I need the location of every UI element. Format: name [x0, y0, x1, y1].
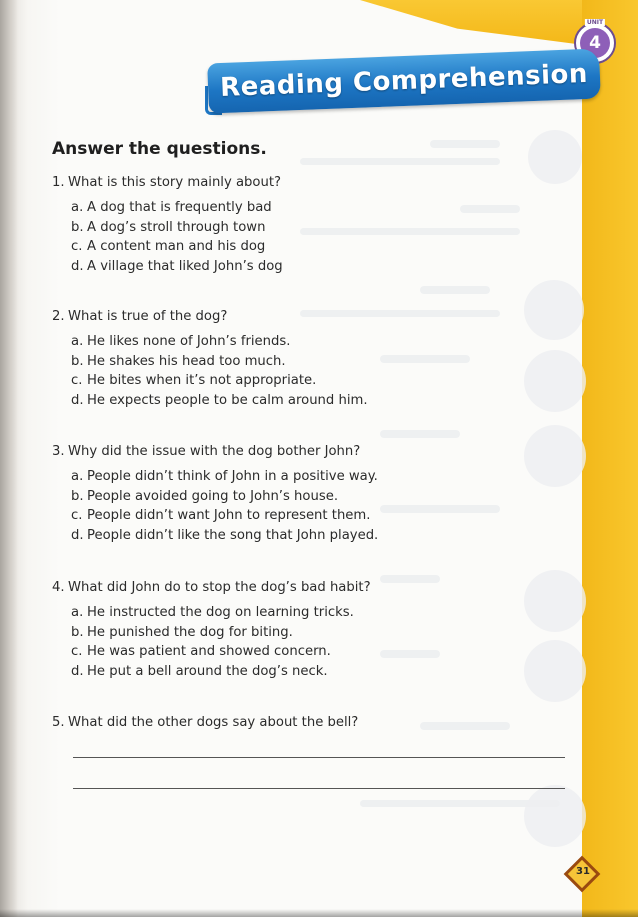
option-list — [71, 332, 368, 410]
option-letter: c. — [71, 508, 83, 524]
option-text: He punished the dog for biting. — [87, 624, 293, 640]
page-bottom-shadow — [0, 909, 638, 917]
option-item[interactable] — [71, 623, 371, 642]
option-text: He instructed the dog on learning tricks. — [87, 605, 354, 621]
page-title: Reading Comprehension — [219, 58, 589, 104]
bleed-through-mark — [380, 650, 440, 658]
question-4 — [52, 578, 371, 681]
option-item[interactable] — [71, 352, 368, 371]
option-item[interactable] — [71, 332, 368, 351]
option-text: He put a bell around the dog’s neck. — [87, 663, 328, 679]
bleed-through-mark — [380, 430, 460, 438]
option-letter: b. — [71, 624, 84, 640]
question-5 — [52, 713, 358, 732]
option-item[interactable] — [71, 257, 283, 276]
bleed-through-mark — [460, 205, 520, 213]
bleed-through-circle — [524, 570, 586, 632]
option-item[interactable] — [71, 487, 378, 506]
bleed-through-circle — [524, 640, 586, 702]
option-letter: b. — [71, 488, 84, 504]
option-item[interactable] — [71, 662, 371, 681]
option-letter: d. — [71, 258, 84, 274]
option-item[interactable] — [71, 391, 368, 410]
question-text: Why did the issue with the dog bother John? — [68, 444, 361, 459]
instructions-heading: Answer the questions. — [52, 139, 267, 159]
option-text: A dog that is frequently bad — [87, 200, 272, 216]
bleed-through-mark — [380, 355, 470, 363]
page-number: 31 — [576, 866, 590, 877]
bleed-through-circle — [524, 425, 586, 487]
option-letter: a. — [71, 334, 84, 350]
option-item[interactable] — [71, 467, 378, 486]
option-item[interactable] — [71, 371, 368, 390]
option-text: He likes none of John’s friends. — [87, 334, 291, 350]
option-text: He was patient and showed concern. — [87, 644, 331, 660]
question-number: 2. — [52, 309, 65, 324]
question-text: What is true of the dog? — [68, 309, 228, 324]
option-letter: a. — [71, 605, 84, 621]
option-letter: a. — [71, 200, 84, 216]
option-item[interactable] — [71, 506, 378, 525]
book-gutter-shadow — [0, 0, 18, 917]
option-text: He shakes his head too much. — [87, 353, 286, 369]
question-text: What did the other dogs say about the bell? — [68, 715, 359, 730]
question-number: 5. — [52, 715, 65, 730]
title-banner — [207, 48, 601, 113]
question-text: What did John do to stop the dog’s bad habit? — [68, 580, 371, 595]
option-item[interactable] — [71, 198, 283, 217]
option-text: He expects people to be calm around him. — [87, 392, 368, 408]
question-number: 1. — [52, 175, 65, 190]
option-letter: a. — [71, 469, 84, 485]
answer-line[interactable] — [73, 788, 565, 789]
option-letter: c. — [71, 644, 83, 660]
bleed-through-mark — [420, 722, 510, 730]
option-text: A dog’s stroll through town — [87, 219, 266, 235]
option-item[interactable] — [71, 603, 371, 622]
bleed-through-circle — [524, 280, 584, 340]
answer-line[interactable] — [73, 757, 565, 758]
unit-number: 4 — [589, 33, 601, 53]
option-letter: c. — [71, 373, 83, 389]
side-yellow-panel — [582, 0, 638, 917]
unit-label: UNIT — [586, 19, 604, 26]
option-letter: c. — [71, 239, 83, 255]
option-item[interactable] — [71, 526, 378, 545]
option-letter: b. — [71, 353, 84, 369]
bleed-through-mark — [300, 158, 500, 165]
option-text: People didn’t think of John in a positive way. — [87, 469, 378, 485]
question-1 — [52, 173, 283, 276]
question-text: What is this story mainly about? — [68, 175, 282, 190]
option-letter: d. — [71, 663, 84, 679]
option-text: People avoided going to John’s house. — [87, 488, 339, 504]
option-text: He bites when it’s not appropriate. — [87, 373, 317, 389]
option-text: People didn’t like the song that John played. — [87, 527, 379, 543]
option-text: People didn’t want John to represent them. — [87, 508, 371, 524]
option-item[interactable] — [71, 237, 283, 256]
page-number-badge — [565, 857, 601, 893]
bleed-through-mark — [300, 228, 520, 235]
option-list — [71, 603, 371, 681]
bleed-through-mark — [420, 286, 490, 294]
bleed-through-mark — [430, 140, 500, 148]
question-number: 3. — [52, 444, 65, 459]
question-2 — [52, 307, 368, 410]
bleed-through-circle — [524, 350, 586, 412]
option-item[interactable] — [71, 642, 371, 661]
option-letter: d. — [71, 392, 84, 408]
bleed-through-mark — [380, 575, 440, 583]
option-letter: d. — [71, 527, 84, 543]
option-text: A village that liked John’s dog — [87, 258, 283, 274]
option-text: A content man and his dog — [87, 239, 266, 255]
question-number: 4. — [52, 580, 65, 595]
option-letter: b. — [71, 219, 84, 235]
bleed-through-mark — [380, 505, 500, 513]
bleed-through-circle — [524, 785, 586, 847]
question-3 — [52, 442, 378, 545]
option-list — [71, 198, 283, 276]
option-item[interactable] — [71, 218, 283, 237]
option-list — [71, 467, 378, 545]
bleed-through-circle — [528, 130, 582, 184]
